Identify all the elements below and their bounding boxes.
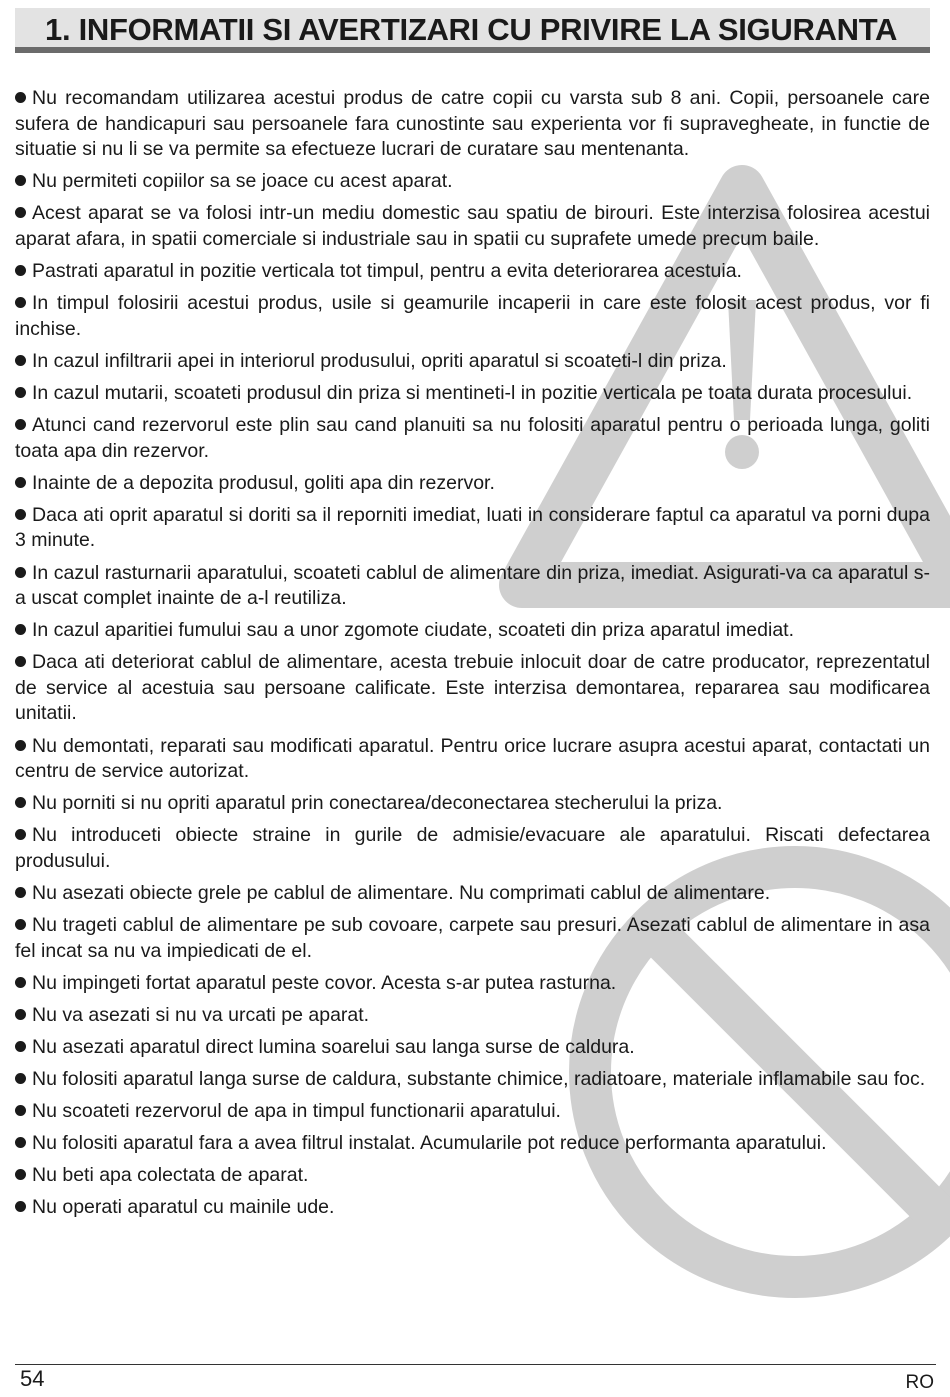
warning-item (15, 413, 930, 464)
warning-item-text: In cazul rasturnarii aparatului, scoateti cablul de alimentare din priza, imediat. Asigurati-va ca aparatul s-a uscat complet inainte de a-l reutiliza. (15, 561, 930, 610)
bullet-icon (15, 207, 26, 218)
bullet-icon (15, 1009, 26, 1020)
language-code: RO (905, 1372, 934, 1393)
bullet-icon (15, 1137, 26, 1148)
warning-item (15, 259, 930, 285)
warning-item (15, 503, 930, 554)
bullet-icon (15, 797, 26, 808)
bullet-icon (15, 1105, 26, 1116)
warning-item-text: Nu impingeti fortat aparatul peste covor. Acesta s-ar putea rasturna. (32, 971, 617, 994)
bullet-icon (15, 567, 26, 578)
warning-item-text: Nu scoateti rezervorul de apa in timpul functionarii aparatului. (32, 1100, 561, 1123)
bullet-icon (15, 919, 26, 930)
bullet-icon (15, 656, 26, 667)
warning-item (15, 561, 930, 612)
warning-item-text: Nu asezati obiecte grele pe cablul de alimentare. Nu comprimati cablul de alimentare. (32, 882, 771, 905)
warning-item (15, 86, 930, 163)
warning-item-text: Nu recomandam utilizarea acestui produs de catre copii cu varsta sub 8 ani. Copii, persoanele care sufera de handicapuri sau persoanele fara cunostinte sau experienta vor fi supravegheate, in functie de situatie si nu li se va permite sa efectueze lucrari de curatare sau mentenanta. (15, 87, 930, 161)
bullet-icon (15, 509, 26, 520)
warning-item (15, 1099, 930, 1125)
bullet-icon (15, 829, 26, 840)
bullet-icon (15, 887, 26, 898)
warning-item (15, 913, 930, 964)
warning-item (15, 618, 930, 644)
bullet-icon (15, 419, 26, 430)
warning-item (15, 971, 930, 997)
warning-item (15, 881, 930, 907)
bullet-icon (15, 297, 26, 308)
warning-item (15, 823, 930, 874)
warning-item (15, 791, 930, 817)
warning-item (15, 734, 930, 785)
section-title: 1. INFORMATII SI AVERTIZARI CU PRIVIRE LA SIGURANTA (45, 12, 898, 47)
warning-item-text: In cazul aparitiei fumului sau a unor zgomote ciudate, scoateti din priza aparatul imediat. (32, 619, 795, 642)
warning-item-text: Acest aparat se va folosi intr-un mediu domestic sau spatiu de birouri. Este interzisa folosirea acestui aparat afara, in spatii comerciale si industriale sau in spatii cu suprafete umede precum baile. (15, 202, 930, 250)
safety-warnings-list (15, 86, 930, 1228)
warning-item-text: Daca ati oprit aparatul si doriti sa il reporniti imediat, luati in considerare faptul ca aparatul va porni dupa 3 minute. (15, 503, 930, 552)
bullet-icon (15, 175, 26, 186)
bullet-icon (15, 740, 26, 751)
bullet-icon (15, 624, 26, 635)
warning-item-text: Pastrati aparatul in pozitie verticala tot timpul, pentru a evita deteriorarea acestuia. (32, 260, 742, 283)
warning-item-text: Nu folositi aparatul fara a avea filtrul instalat. Acumularile pot reduce performanta aparatului. (32, 1132, 827, 1155)
bullet-icon (15, 1073, 26, 1084)
warning-item-text: Nu demontati, reparati sau modificati aparatul. Pentru orice lucrare asupra acestui aparat, contactati un centru de service autorizat. (15, 734, 930, 783)
bullet-icon (15, 355, 26, 366)
warning-item-text: In cazul infiltrarii apei in interiorul produsului, opriti aparatul si scoateti-l din priza. (32, 349, 727, 372)
footer-divider (15, 1364, 936, 1365)
warning-item-text: Daca ati deteriorat cablul de alimentare, acesta trebuie inlocuit doar de catre producator, reprezentatul de service al acestuia sau persoane calificate. Este interzisa demontarea, repararea sau modificarea unitatii. (15, 651, 930, 725)
bullet-icon (15, 477, 26, 488)
warning-item-text: Nu trageti cablul de alimentare pe sub covoare, carpete sau presuri. Asezati cablul de alimentare in asa fel incat sa nu va impiedicati de el. (15, 914, 930, 962)
bullet-icon (15, 1201, 26, 1212)
warning-item (15, 169, 930, 195)
warning-item (15, 1195, 930, 1221)
warning-item-text: In timpul folosirii acestui produs, usile si geamurile incaperii in care este folosit acest produs, vor fi inchise. (15, 292, 930, 340)
bullet-icon (15, 977, 26, 988)
warning-item-text: In cazul mutarii, scoateti produsul din priza si mentineti-l in pozitie verticala pe toata durata procesului. (32, 381, 913, 404)
warning-item-text: Nu introduceti obiecte straine in gurile de admisie/evacuare ale aparatului. Riscati defectarea produsului. (15, 824, 930, 872)
bullet-icon (15, 265, 26, 276)
warning-item-text: Nu permiteti copiilor sa se joace cu acest aparat. (32, 170, 453, 193)
warning-item (15, 650, 930, 727)
warning-item-text: Nu beti apa colectata de aparat. (32, 1164, 309, 1187)
warning-item (15, 1035, 930, 1061)
page-number: 54 (20, 1366, 45, 1391)
warning-item (15, 1131, 930, 1157)
warning-item-text: Atunci cand rezervorul este plin sau cand planuiti sa nu folositi aparatul pentru o perioada lunga, goliti toata apa din rezervor. (15, 414, 930, 462)
warning-item (15, 291, 930, 342)
bullet-icon (15, 1041, 26, 1052)
warning-item-text: Nu operati aparatul cu mainile ude. (32, 1196, 335, 1219)
warning-item (15, 381, 930, 407)
warning-item (15, 1003, 930, 1029)
warning-item-text: Inainte de a depozita produsul, goliti apa din rezervor. (32, 471, 495, 494)
warning-item-text: Nu asezati aparatul direct lumina soarelui sau langa surse de caldura. (32, 1036, 635, 1058)
warning-item-text: Nu porniti si nu opriti aparatul prin conectarea/deconectarea stecherului la priza. (32, 792, 723, 815)
warning-item-text: Nu va asezati si nu va urcati pe aparat. (32, 1003, 370, 1026)
warning-item (15, 1067, 930, 1093)
warning-item (15, 471, 930, 497)
bullet-icon (15, 387, 26, 398)
warning-item-text: Nu folositi aparatul langa surse de caldura, substante chimice, radiatoare, materiale inflamabile sau foc. (32, 1068, 926, 1091)
bullet-icon (15, 1169, 26, 1180)
warning-item (15, 1163, 930, 1189)
warning-item (15, 201, 930, 252)
warning-item (15, 349, 930, 375)
bullet-icon (15, 92, 26, 103)
